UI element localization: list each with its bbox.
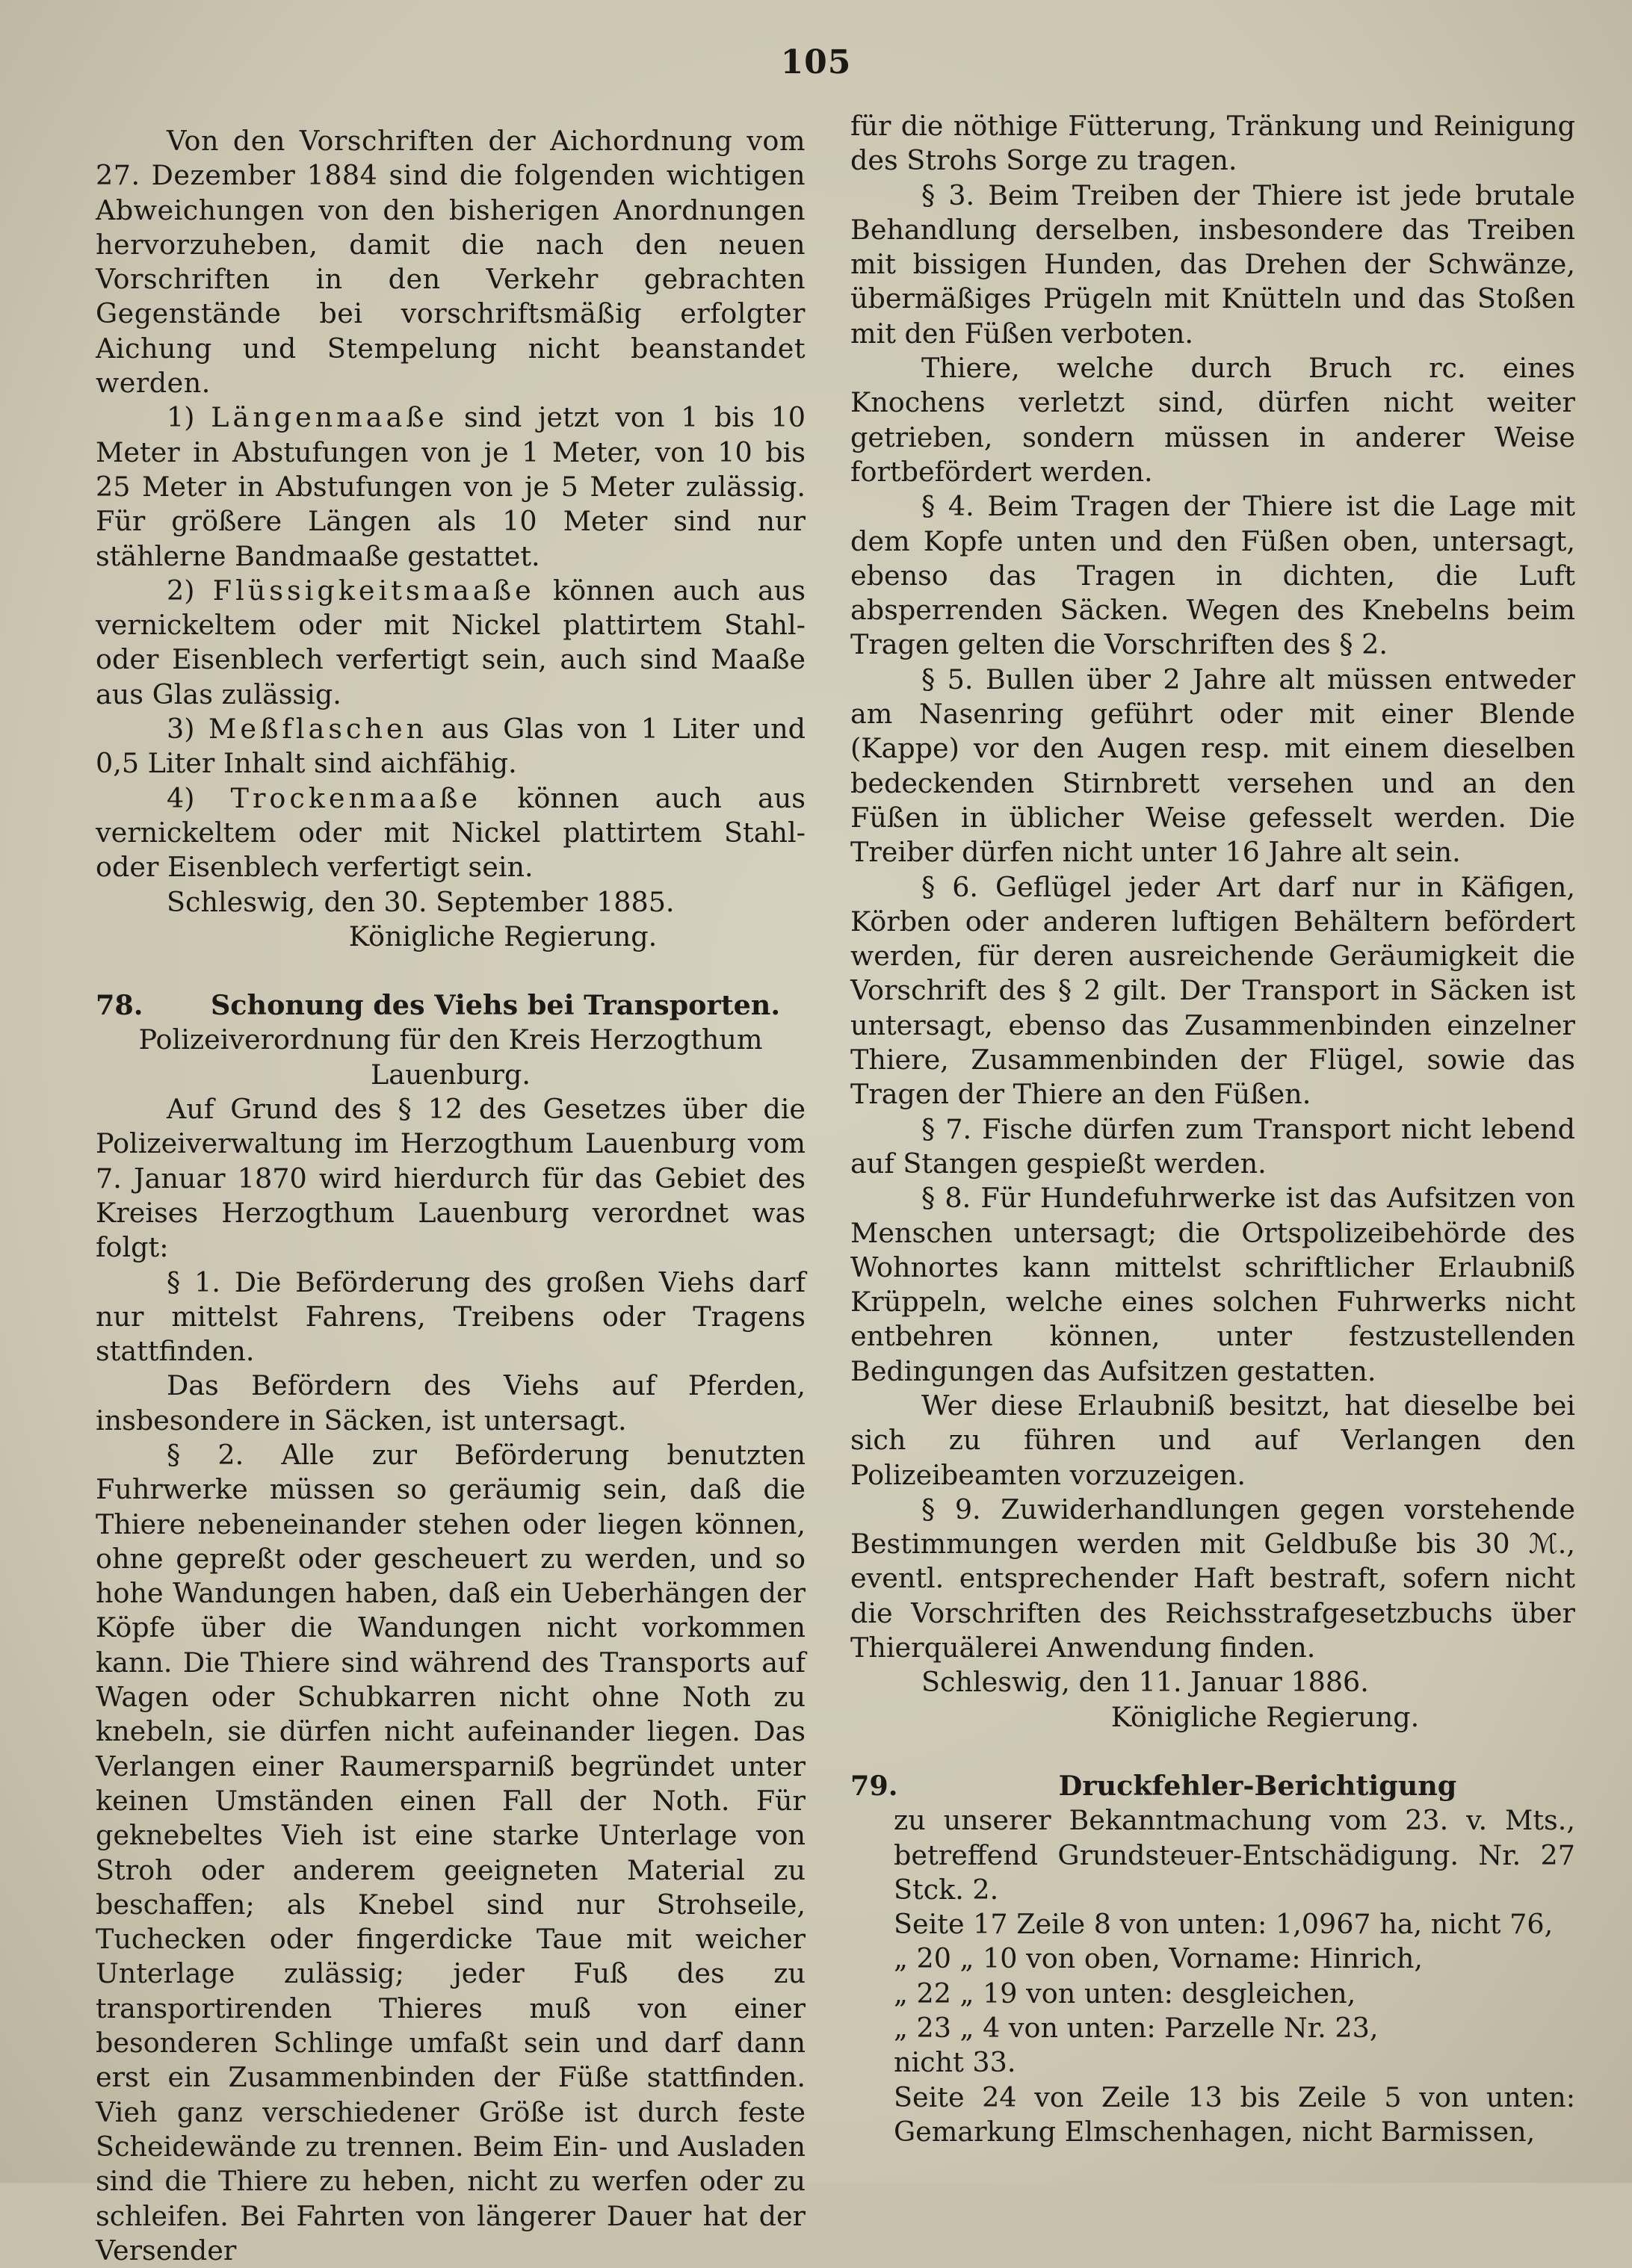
paragraph-3-note: Thiere, welche durch Bruch rc. eines Knochens verletzt sind, dürfen nicht weiter getrieben, sondern müssen in anderer Weise fortbefördert werden.: [850, 352, 1575, 488]
correction-line: „ 22 „ 19 von unten: desgleichen,: [894, 1977, 1356, 2010]
section-79-title: Druckfehler-Berichtigung: [1058, 1769, 1457, 1802]
paragraph-4: § 4. Beim Tragen der Thiere ist die Lage mit dem Kopfe unten und den Füßen oben, untersagt, ebenso das Tragen in dichten, die Luft absperrenden Säcken. Wegen des Knebelns beim Tragen gelten die Vorschriften des § 2.: [850, 490, 1575, 661]
item-1-term: Längenmaaße: [211, 401, 448, 434]
item-2: 2) Flüssigkeitsmaaße können auch aus vernickeltem oder mit Nickel plattirtem Stahl- oder Eisenblech verfertigt sein, auch sind Maaße aus Glas zulässig.: [96, 574, 806, 710]
place-date-1885: Schleswig, den 30. September 1885.: [167, 885, 675, 918]
paragraph-2: § 2. Alle zur Beförderung benutzten Fuhrwerke müssen so geräumig sein, daß die Thiere nebeneinander stehen oder liegen können, ohne gepreßt oder gescheuert zu werden, und so hohe Wandungen haben, daß ein Ueberhängen der Köpfe über die Wandungen nicht vorkommen kann. Die Thiere sind während des Transports auf Wagen oder Schubkarren nicht ohne Noth zu knebeln, sie dürfen nicht aufeinander liegen. Das Verlangen einer Raumersparniß begründet unter keinen Umständen einen Fall der Noth. Für geknebeltes Vieh ist eine starke Unterlage von Stroh oder anderem geeigneten Material zu beschaffen; als Knebel sind nur Strohseile, Tuchecken oder fingerdicke Taue mit weicher Unterlage zulässig; jeder Fuß des zu transportirenden Thieres muß von einer besonderen Schlinge umfaßt sein und darf dann erst ein Zusammenbinden der Füße stattfinden. Vieh ganz verschiedener Größe ist durch feste Scheidewände zu trennen. Beim Ein- und Ausladen sind die Thiere zu heben, nicht zu werfen oder zu schleifen. Bei Fahrten von längerer Dauer hat der Versender: [96, 1438, 806, 2267]
paragraph-1: § 1. Die Beförderung des großen Viehs darf nur mittelst Fahrens, Treibens oder Tragens stattfinden.: [96, 1265, 806, 1368]
section-78-subtitle: Polizeiverordnung für den Kreis Herzogthum Lauenburg.: [138, 1023, 763, 1091]
section-79-number: 79.: [850, 1769, 898, 1802]
correction-line: Seite 17 Zeile 8 von unten: 1,0967 ha, nicht 76,: [894, 1908, 1554, 1941]
paragraph-3: § 3. Beim Treiben der Thiere ist jede brutale Behandlung derselben, insbesondere das Treiben mit bissigen Hunden, das Drehen der Schwänze, übermäßiges Prügeln mit Knütteln und das Stoßen mit den Füßen verboten.: [850, 179, 1575, 350]
section-78-number: 78.: [96, 989, 143, 1022]
paragraph-2-continuation: für die nöthige Fütterung, Tränkung und Reinigung des Strohs Sorge zu tragen.: [850, 110, 1575, 177]
right-column: [850, 109, 1575, 2149]
paragraph-5: § 5. Bullen über 2 Jahre alt müssen entweder am Nasenring geführt oder mit einer Blende (Kappe) vor den Augen resp. mit einem dieselben bedeckenden Stirnbrett versehen und an den Füßen in üblicher Weise gefesselt werden. Die Treiber dürfen nicht unter 16 Jahre alt sein.: [850, 663, 1575, 869]
paragraph-8: § 8. Für Hundefuhrwerke ist das Aufsitzen von Menschen untersagt; die Ortspolizeibehörde des Wohnortes kann mittelst schriftlicher Erlaubniß Krüppeln, welche eines solchen Fuhrwerks nicht entbehren können, unter festzustellenden Bedingungen das Aufsitzen gestatten.: [850, 1182, 1575, 1387]
paragraph-6: § 6. Geflügel jeder Art darf nur in Käfigen, Körben oder anderen luftigen Behältern befördert werden, für deren ausreichende Geräumigkeit die Vorschrift des § 2 gilt. Der Transport in Säcken ist untersagt, ebenso das Zusammenbinden einzelner Thiere, Zusammenbinden der Flügel, sowie das Tragen der Thiere an den Füßen.: [850, 870, 1575, 1111]
paragraph-7: § 7. Fische dürfen zum Transport nicht lebend auf Stangen gespießt werden.: [850, 1112, 1575, 1180]
page-number: 105: [780, 43, 852, 81]
paragraph-9: § 9. Zuwiderhandlungen gegen vorstehende Bestimmungen werden mit Geldbuße bis 30 ℳ., eventl. entsprechender Haft bestraft, sofern nicht die Vorschriften des Reichsstrafgesetzbuchs über Thierquälerei Anwendung finden.: [850, 1493, 1575, 1664]
correction-line: „ 23 „ 4 von unten: Parzelle Nr. 23,: [894, 2012, 1379, 2045]
item-3-term: Meßflaschen: [208, 713, 428, 746]
section-78-preamble: Auf Grund des § 12 des Gesetzes über die Polizeiverwaltung im Herzogthum Lauenburg vom 7. Januar 1870 wird hierdurch für das Gebiet des Kreises Herzogthum Lauenburg verordnet was folgt:: [96, 1093, 806, 1264]
item-3: 3) Meßflaschen aus Glas von 1 Liter und 0,5 Liter Inhalt sind aichfähig.: [96, 713, 806, 780]
correction-line: „ 20 „ 10 von oben, Vorname: Hinrich,: [894, 1942, 1423, 1975]
paragraph-8-note: Wer diese Erlaubniß besitzt, hat dieselbe bei sich zu führen und auf Verlangen den Polizeibeamten vorzuzeigen.: [850, 1389, 1575, 1491]
section-79-intro: zu unserer Bekanntmachung vom 23. v. Mts., betreffend Grundsteuer-Entschädigung. Nr. 27 Stck. 2.: [894, 1804, 1575, 1906]
item-1: 1) Längenmaaße sind jetzt von 1 bis 10 Meter in Abstufungen von je 1 Meter, von 10 bis 25 Meter in Abstufungen von je 5 Meter zulässig. Für größere Längen als 10 Meter sind nur stählerne Bandmaaße gestattet.: [96, 401, 806, 572]
authority-signature-1: Königliche Regierung.: [348, 920, 658, 952]
item-4: 4) Trockenmaaße können auch aus vernickeltem oder mit Nickel plattirtem Stahl- oder Eisenblech verfertigt sein.: [96, 781, 806, 884]
place-date-1886: Schleswig, den 11. Januar 1886.: [921, 1666, 1369, 1699]
section-78-title: Schonung des Viehs bei Transporten.: [210, 989, 781, 1022]
left-column: [96, 124, 806, 2268]
authority-signature-2: Königliche Regierung.: [1110, 1700, 1420, 1733]
item-4-term: Trockenmaaße: [230, 781, 482, 814]
correction-wrap: nicht 33.: [894, 2046, 1016, 2079]
section-79-heading: [850, 1769, 1575, 1803]
intro-paragraph: Von den Vorschriften der Aichordnung vom 27. Dezember 1884 sind die folgenden wichtigen Abweichungen von den bisherigen Anordnungen hervorzuheben, damit die nach den neuen Vorschriften in den Verkehr gebrachten Gegenstände bei vorschriftsmäßig erfolgter Aichung und Stempelung nicht beanstandet werden.: [96, 125, 806, 400]
paragraph-1-note: Das Befördern des Viehs auf Pferden, insbesondere in Säcken, ist untersagt.: [96, 1369, 806, 1437]
correction-last: Seite 24 von Zeile 13 bis Zeile 5 von unten: Gemarkung Elmschenhagen, nicht Barmissen,: [894, 2080, 1575, 2148]
section-78-heading: [96, 988, 806, 1023]
item-2-term: Flüssigkeitsmaaße: [212, 574, 535, 607]
